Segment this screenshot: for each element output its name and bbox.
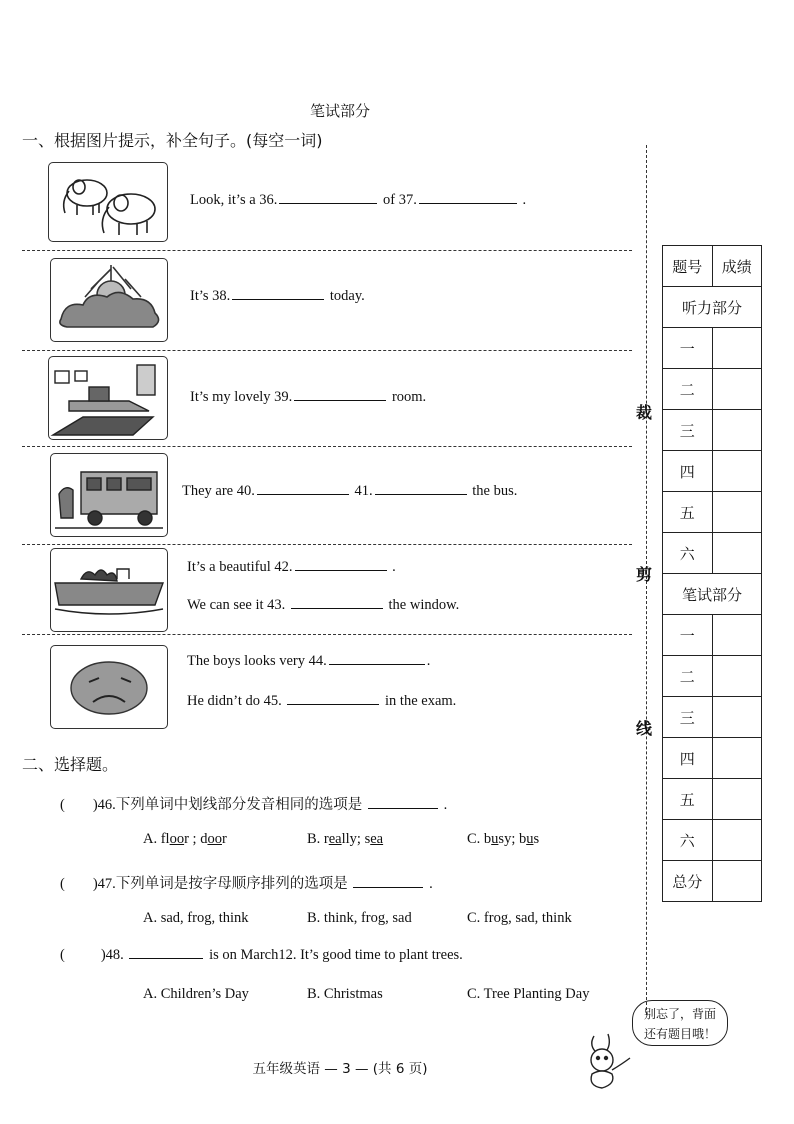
score-cell[interactable] (712, 861, 762, 902)
score-cell[interactable] (712, 451, 762, 492)
score-header-grade: 成绩 (712, 246, 762, 287)
score-cell[interactable] (712, 656, 762, 697)
score-row-label: 听力部分 (663, 287, 762, 328)
cut-char-3: 线 (636, 719, 653, 738)
score-cell[interactable] (712, 779, 762, 820)
divider (22, 250, 632, 251)
sentence-44: The boys looks very 44. . (187, 653, 431, 669)
score-cell[interactable] (712, 615, 762, 656)
section1-heading: 一、根据图片提示，补全句子。(每空一词) (22, 131, 323, 150)
blank-44[interactable] (329, 663, 425, 665)
option-48a[interactable]: A. Children’s Day (143, 986, 249, 1002)
score-row-label: 四 (663, 451, 713, 492)
option-47b[interactable]: B. think, frog, sad (307, 910, 412, 926)
elephants-icon (48, 162, 168, 242)
divider (22, 446, 632, 447)
divider (22, 544, 632, 545)
sentence-39: It’s my lovely 39. room. (190, 389, 427, 405)
score-row-label: 三 (663, 697, 713, 738)
sentence-38: It’s 38. today. (190, 288, 365, 304)
score-cell[interactable] (712, 533, 762, 574)
page-footer: 五年级英语 — 3 — (共 6 页) (252, 1061, 428, 1077)
blank-39[interactable] (294, 399, 386, 401)
sun-cloud-icon (50, 258, 168, 342)
option-47a[interactable]: A. sad, frog, think (143, 910, 249, 926)
score-table (662, 245, 762, 902)
score-row-label: 二 (663, 369, 713, 410)
blank-38[interactable] (232, 298, 324, 300)
option-46b[interactable]: B. really; sea (307, 831, 384, 847)
section2-heading: 二、选择题。 (22, 755, 119, 774)
score-row-label: 二 (663, 656, 713, 697)
score-row-label: 一 (663, 615, 713, 656)
score-cell[interactable] (712, 820, 762, 861)
blank-43[interactable] (291, 607, 383, 609)
blank-45[interactable] (287, 703, 379, 705)
sentence-43: We can see it 43. the window. (187, 597, 460, 613)
option-46c[interactable]: C. busy; bus (467, 831, 540, 847)
blank-46[interactable] (368, 807, 438, 809)
score-row-label: 笔试部分 (663, 574, 762, 615)
room-icon (48, 356, 168, 440)
score-cell[interactable] (712, 697, 762, 738)
score-row-label: 四 (663, 738, 713, 779)
score-header-number: 题号 (663, 246, 713, 287)
sentence-42: It’s a beautiful 42. . (187, 559, 396, 575)
blank-48[interactable] (129, 957, 203, 959)
divider (22, 350, 632, 351)
score-cell[interactable] (712, 738, 762, 779)
option-48c[interactable]: C. Tree Planting Day (467, 986, 590, 1002)
option-46a[interactable]: A. floor ; door (143, 831, 227, 847)
score-row-label: 总分 (663, 861, 713, 902)
score-row-label: 五 (663, 492, 713, 533)
sentence-40-41: They are 40. 41. the bus. (182, 483, 518, 499)
blank-41[interactable] (375, 493, 467, 495)
option-47c[interactable]: C. frog, sad, think (467, 910, 572, 926)
score-row-label: 三 (663, 410, 713, 451)
bus-icon (50, 453, 168, 537)
score-row-label: 一 (663, 328, 713, 369)
cut-char-2: 剪 (636, 565, 653, 584)
score-row-label: 六 (663, 533, 713, 574)
blank-42[interactable] (295, 569, 387, 571)
ship-icon (50, 548, 168, 632)
blank-36[interactable] (279, 202, 377, 204)
blank-47[interactable] (353, 886, 423, 888)
sentence-36-37: Look, it’s a 36. of 37. . (190, 192, 527, 208)
sad-face-icon (50, 645, 168, 729)
cut-char-1: 裁 (636, 403, 653, 422)
score-cell[interactable] (712, 410, 762, 451)
score-cell[interactable] (712, 369, 762, 410)
page-title: 笔试部分 (309, 102, 370, 120)
score-cell[interactable] (712, 328, 762, 369)
score-cell[interactable] (712, 492, 762, 533)
question-48: ( )48. is on March12. It’s good time to plant trees. (60, 947, 463, 963)
reminder-bubble: 别忘了，背面 还有题目哦！ (632, 1000, 728, 1046)
score-row-label: 六 (663, 820, 713, 861)
sentence-45: He didn’t do 45. in the exam. (187, 693, 457, 709)
question-46: ( )46.下列单词中划线部分发音相同的选项是 . (60, 797, 448, 813)
question-47: ( )47.下列单词是按字母顺序排列的选项是 . (60, 876, 433, 892)
blank-40[interactable] (257, 493, 349, 495)
score-row-label: 五 (663, 779, 713, 820)
option-48b[interactable]: B. Christmas (307, 986, 383, 1002)
blank-37[interactable] (419, 202, 517, 204)
divider (22, 634, 632, 635)
